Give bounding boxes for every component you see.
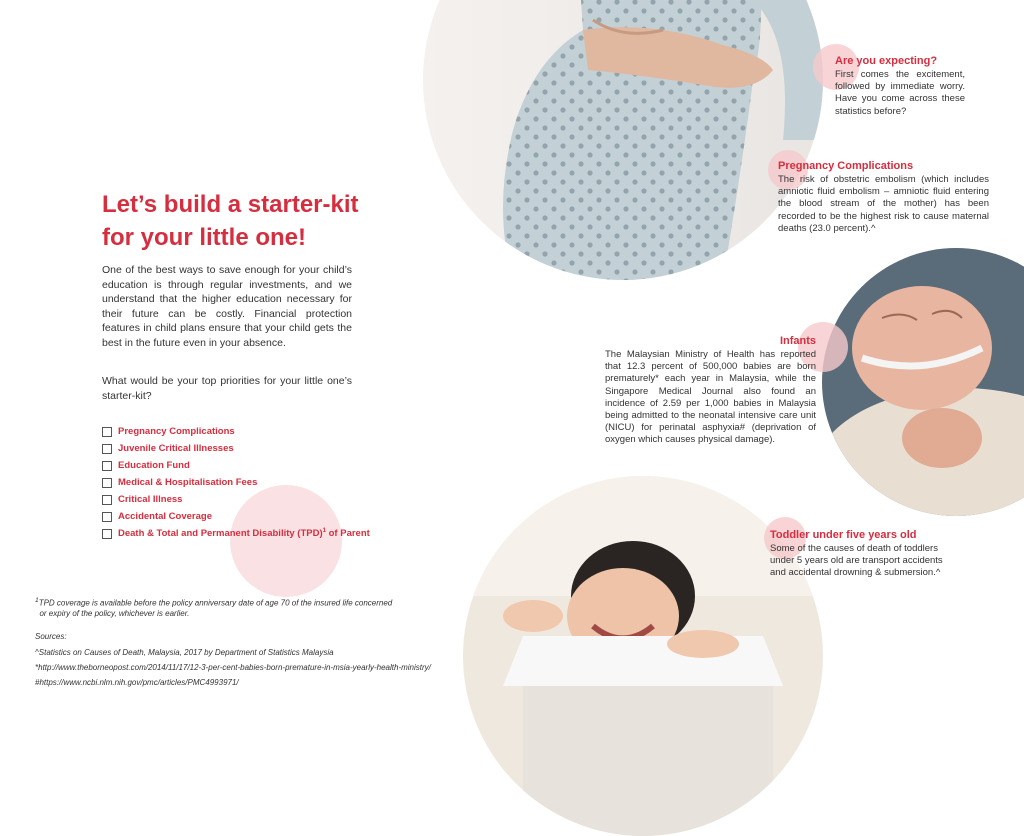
title-line-1: Let’s build a starter-kit	[102, 191, 359, 218]
checkbox[interactable]	[102, 529, 112, 539]
sources-label: Sources:	[35, 632, 67, 641]
callout-title: Infants	[779, 335, 816, 347]
callout-text: The risk of obstetric embolism (which includes amniotic fluid embolism – amniotic fluid entering the blood stream of the mother) has been recorded to be the highest risk to cause maternal deaths (23.0 percent).^	[778, 174, 989, 234]
source-1: ^Statistics on Causes of Death, Malaysia, 2017 by Department of Statistics Malaysia	[35, 648, 334, 657]
tpd-footnote	[35, 596, 455, 620]
checkbox[interactable]	[102, 512, 112, 522]
checklist-label: Juvenile Critical Illnesses	[118, 443, 234, 454]
checkbox[interactable]	[102, 444, 112, 454]
tpd-label: Death & Total and Permanent Disability (TPD)	[118, 528, 323, 540]
priorities-question: What would be your top priorities for your little one’s starter-kit?	[102, 375, 352, 402]
source-2: *http://www.theborneopost.com/2014/11/17/12-3-per-cent-babies-born-premature-in-msia-yearly-health-ministry/	[35, 663, 431, 672]
callout-infants	[605, 334, 816, 447]
tpd-suffix: of Parent	[325, 528, 370, 540]
checklist-label: Accidental Coverage	[118, 511, 212, 522]
tpd-superscript: 1	[322, 527, 326, 534]
checklist-label: Medical & Hospitalisation Fees	[118, 477, 258, 488]
page-title	[102, 188, 422, 254]
checklist-item[interactable]	[102, 440, 370, 457]
callout-expecting	[835, 54, 965, 118]
checkbox[interactable]	[102, 495, 112, 505]
callout-toddler	[770, 528, 960, 580]
starter-kit-checklist	[102, 423, 370, 542]
callout-title: Toddler under five years old	[770, 529, 917, 541]
checklist-item[interactable]	[102, 423, 370, 440]
checklist-label	[118, 528, 370, 539]
pregnant-woman-photo	[423, 0, 823, 280]
callout-text: Some of the causes of death of toddlers under 5 years old are transport accidents and accidental drowning & submersion.^	[770, 543, 943, 579]
callout-pregnancy	[778, 159, 989, 235]
infant-photo	[822, 248, 1024, 516]
checkbox[interactable]	[102, 427, 112, 437]
footnote-line-1: TPD coverage is available before the policy anniversary date of age 70 of the insured life concerned	[38, 598, 393, 608]
intro-paragraph: One of the best ways to save enough for your child’s education is through regular investments, and we understand that the higher education necessary for their future can be costly. Financial protection features in child plans ensure that your child gets the best in the future even in your absence.	[102, 264, 352, 349]
checklist-item[interactable]	[102, 525, 370, 542]
footnote-line-2: or expiry of the policy, whichever is earlier.	[39, 609, 190, 619]
footnote-marker: 1	[35, 597, 39, 604]
checkbox[interactable]	[102, 461, 112, 471]
checklist-item[interactable]	[102, 508, 370, 525]
checklist-item[interactable]	[102, 491, 370, 508]
checklist-label: Education Fund	[118, 460, 190, 471]
checklist-item[interactable]	[102, 457, 370, 474]
checklist-label: Critical Illness	[118, 494, 183, 505]
callout-title: Pregnancy Complications	[778, 160, 914, 172]
callout-title: Are you expecting?	[835, 55, 938, 67]
callout-text: The Malaysian Ministry of Health has reported that 12.3 percent of 500,000 babies are born prematurely* each year in Malaysia, while the Singapore Medical Journal also found an incidence of 2.59 per 1,000 babies in Malaysia being admitted to the neonatal intensive care unit (NICU) for perinatal asphyxia# (deprivation of oxygen which causes physical damage).	[605, 349, 816, 446]
checklist-item[interactable]	[102, 474, 370, 491]
source-3: #https://www.ncbi.nlm.nih.gov/pmc/articles/PMC4993971/	[35, 678, 239, 687]
callout-text: First comes the excitement, followed by immediate worry. Have you come across these statistics before?	[835, 69, 965, 117]
checklist-label: Pregnancy Complications	[118, 426, 235, 437]
checkbox[interactable]	[102, 478, 112, 488]
title-line-2: for your little one!	[102, 224, 306, 251]
